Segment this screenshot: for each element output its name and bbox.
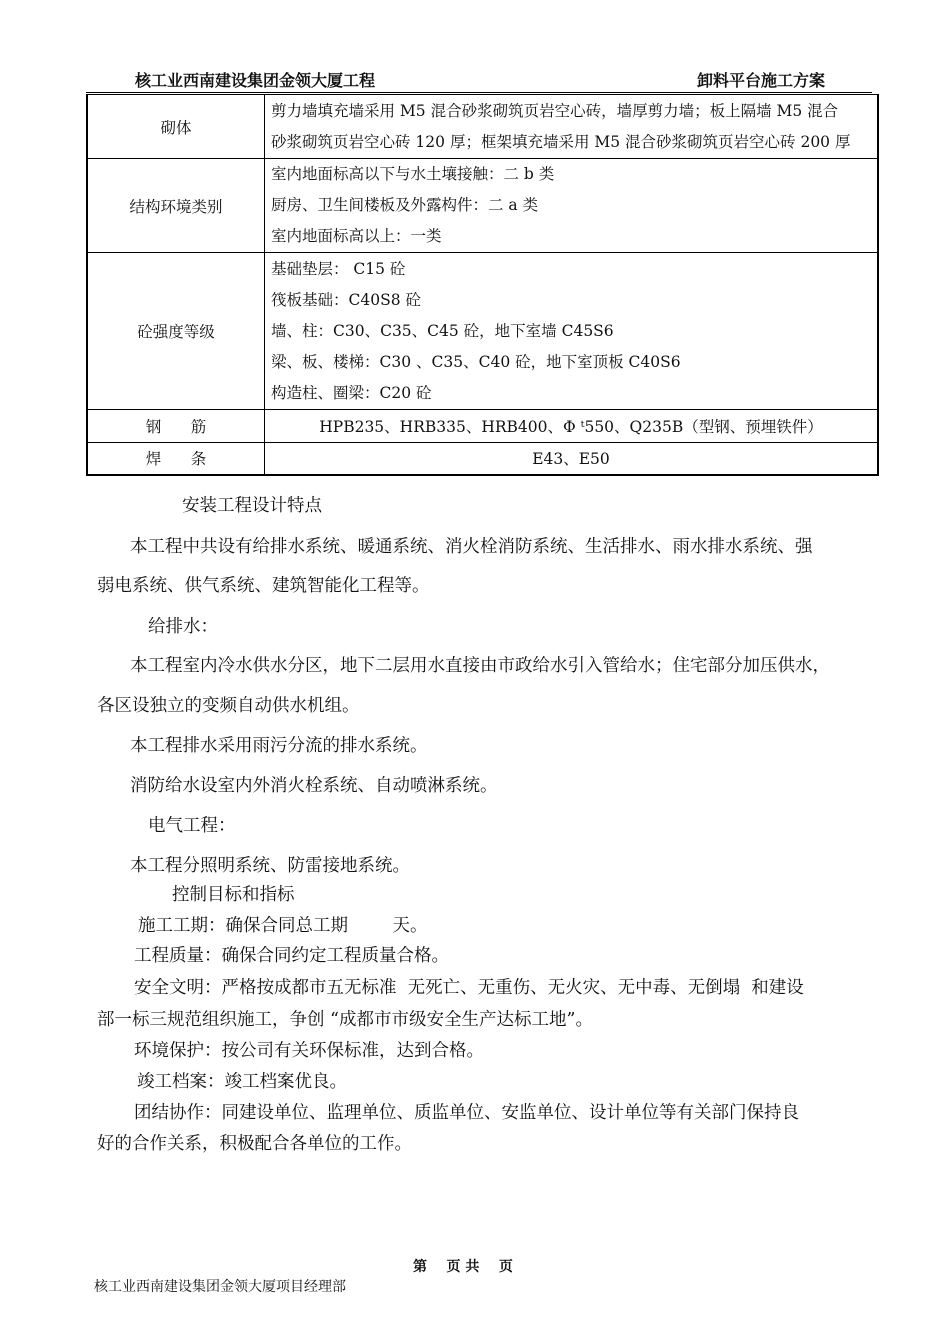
- paragraph-line: 各区设独立的变频自动供水机组。: [97, 696, 360, 716]
- value-line: 剪力墙填充墙采用 M5 混合砂浆砌筑页岩空心砖，墙厚剪力墙；板上隔墙 M5 混合: [271, 101, 839, 120]
- paragraph-line: 弱电系统、供气系统、建筑智能化工程等。: [97, 576, 430, 596]
- target-archive: 竣工档案：竣工档案优良。: [137, 1072, 347, 1092]
- target-environment: 环境保护：按公司有关环保标准，达到合格。: [134, 1041, 484, 1061]
- row-value: [265, 95, 879, 159]
- row-label: 砌体: [87, 95, 265, 159]
- value-line: 室内地面标高以下与水土壤接触：二 b 类: [271, 165, 555, 183]
- table-row-electrode: [87, 443, 878, 475]
- paragraph-line: 本工程分照明系统、防雷接地系统。: [130, 856, 410, 876]
- section-heading-water: 给排水：: [148, 617, 218, 637]
- value-line: 墙、柱：C30、C35、C45 砼，地下室墙 C45S6: [271, 321, 614, 340]
- value-line: 砂浆砌筑页岩空心砖 120 厚；框架填充墙采用 M5 混合砂浆砌筑页岩空心砖 200 厚: [271, 132, 851, 151]
- target-cooperation: 团结协作：同建设单位、监理单位、质监单位、安监单位、设计单位等有关部门保持良: [134, 1103, 799, 1123]
- row-label: 砼强度等级: [87, 253, 265, 410]
- target-safety: 安全文明：严格按成都市五无标准 无死亡、无重伤、无火灾、无中毒、无倒塌 和建设: [134, 978, 804, 998]
- row-value: [265, 253, 879, 410]
- paragraph-line: 本工程室内冷水供水分区，地下二层用水直接由市政给水引入管给水；住宅部分加压供水，: [130, 656, 830, 676]
- row-label: 钢 筋: [87, 410, 265, 443]
- header-project-title: 核工业西南建设集团金领大厦工程: [135, 71, 376, 90]
- paragraph-line: 本工程中共设有给排水系统、暖通系统、消火栓消防系统、生活排水、雨水排水系统、强: [130, 537, 813, 557]
- table-row-environment: [87, 159, 878, 253]
- row-value: HPB235、HRB335、HRB400、Φ ᵗ550、Q235B（型钢、预埋铁件）: [265, 410, 879, 443]
- header-rule: [86, 92, 872, 93]
- value-line: 构造柱、圈梁：C20 砼: [271, 383, 432, 402]
- table-row-concrete-grade: [87, 253, 878, 410]
- paragraph-line: 好的合作关系，积极配合各单位的工作。: [97, 1134, 412, 1154]
- target-schedule: 施工工期：确保合同总工期 天。: [138, 916, 428, 936]
- spec-table: [86, 94, 879, 476]
- target-quality: 工程质量：确保合同约定工程质量合格。: [134, 946, 449, 966]
- paragraph-line: 消防给水设室内外消火栓系统、自动喷淋系统。: [130, 776, 498, 796]
- table-row-rebar: [87, 410, 878, 443]
- paragraph-line: 本工程排水采用雨污分流的排水系统。: [130, 736, 428, 756]
- footer-organization: 核工业西南建设集团金领大厦项目经理部: [94, 1279, 346, 1295]
- row-value: E43、E50: [265, 443, 879, 475]
- row-label: 结构环境类别: [87, 159, 265, 253]
- value-line: 厨房、卫生间楼板及外露构件：二 a 类: [271, 196, 539, 214]
- value-line: 基础垫层： C15 砼: [271, 259, 406, 278]
- value-line: 室内地面标高以上：一类: [271, 227, 442, 245]
- value-line: 梁、板、楼梯：C30 、C35、C40 砼，地下室顶板 C40S6: [271, 352, 681, 371]
- row-label: 焊 条: [87, 443, 265, 475]
- table-row-masonry: [87, 95, 878, 159]
- paragraph-line: 部一标三规范组织施工，争创 “成都市市级安全生产达标工地”。: [97, 1010, 593, 1030]
- section-heading-install: 安装工程设计特点: [182, 496, 322, 516]
- section-heading-electrical: 电气工程：: [148, 816, 236, 836]
- row-value: [265, 159, 879, 253]
- page-number: 第 页 共 页: [413, 1259, 513, 1275]
- value-line: 筏板基础：C40S8 砼: [271, 290, 421, 309]
- section-heading-control: 控制目标和指标: [172, 885, 295, 905]
- header-document-title: 卸料平台施工方案: [697, 71, 826, 90]
